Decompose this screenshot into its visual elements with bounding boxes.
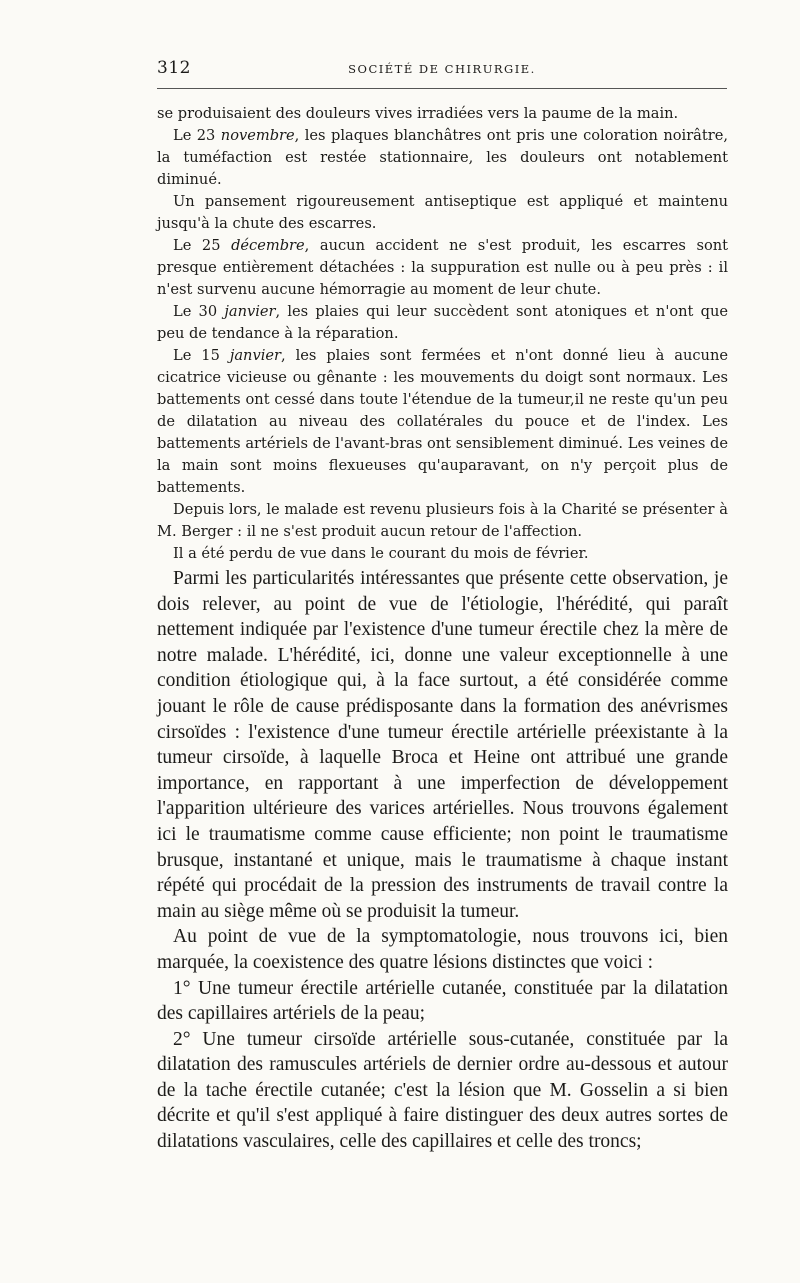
running-head: SOCIÉTÉ DE CHIRURGIE.	[348, 62, 536, 76]
observation-paragraph: Depuis lors, le malade est revenu plusieurs fois à la Charité se présenter à M. Berger : il ne s'est produit aucun retour de l'affection.	[157, 501, 728, 540]
observation-paragraph: Le 25 décembre, aucun accident ne s'est produit, les escarres sont presque entièrement détachées : la suppuration est nulle ou à peu près : il n'est survenu aucune hémorragie au moment de leur chute.	[157, 237, 728, 298]
discussion-text	[157, 566, 728, 1155]
date-italic: janvier	[229, 347, 281, 364]
discussion-paragraph: 2° Une tumeur cirsoïde artérielle sous-cutanée, constituée par la dilatation des ramuscules artériels de dernier ordre au-dessous et autour de la tache érectile cutanée; c'est la lésion que M. Gosselin a si bien décrite et qu'il s'est appliqué à faire distinguer des deux autres sortes de dilatations vasculaires, celle des capillaires et celle des troncs;	[157, 1028, 728, 1153]
page-number: 312	[157, 58, 191, 78]
date-italic: novembre	[220, 127, 295, 144]
observation-notes	[157, 103, 728, 565]
observation-paragraph: Le 23 novembre, les plaques blanchâtres ont pris une coloration noirâtre, la tuméfaction est restée stationnaire, les douleurs ont notablement diminué.	[157, 127, 728, 188]
observation-paragraph: Le 15 janvier, les plaies sont fermées et n'ont donné lieu à aucune cicatrice vicieuse ou gênante : les mouvements du doigt sont normaux. Les battements ont cessé dans toute l'étendue de la tumeur,il ne reste qu'un peu de dilatation au niveau des collatérales du pouce et de l'index. Les battements artériels de l'avant-bras ont sensiblement diminué. Les veines de la main sont moins flexueuses qu'auparavant, on n'y perçoit plus de battements.	[157, 347, 728, 496]
date-italic: décembre	[231, 237, 305, 254]
discussion-paragraph: 1° Une tumeur érectile artérielle cutanée, constituée par la dilatation des capillaires artériels de la peau;	[157, 977, 728, 1025]
observation-paragraph: Il a été perdu de vue dans le courant du mois de février.	[173, 545, 589, 562]
observation-paragraph: Le 30 janvier, les plaies qui leur succèdent sont atoniques et n'ont que peu de tendance à la réparation.	[157, 303, 728, 342]
page-header	[157, 58, 727, 89]
observation-paragraph: se produisaient des douleurs vives irradiées vers la paume de la main.	[157, 105, 679, 122]
observation-paragraph: Un pansement rigoureusement antiseptique est appliqué et maintenu jusqu'à la chute des escarres.	[157, 193, 728, 232]
discussion-paragraph: Au point de vue de la symptomatologie, nous trouvons ici, bien marquée, la coexistence des quatre lésions distinctes que voici :	[157, 926, 728, 973]
date-italic: janvier	[224, 303, 276, 320]
discussion-paragraph: Parmi les particularités intéressantes que présente cette observation, je dois relever, au point de vue de l'étiologie, l'hérédité, qui paraît nettement indiquée par l'existence d'une tumeur érectile chez la mère de notre malade. L'hérédité, ici, donne une valeur exceptionnelle à une condition étiologique qui, à la face surtout, a été considérée comme jouant le rôle de cause prédisposante dans la formation des anévrismes cirsoïdes : l'existence d'une tumeur érectile artérielle préexistante à la tumeur cirsoïde, à laquelle Broca et Heine ont attribué une grande importance, en rapportant à une imperfection de développement l'apparition ultérieure des varices artérielles. Nous trouvons également ici le traumatisme comme cause efficiente; non point le traumatisme brusque, instantané et unique, mais le traumatisme à chaque instant répété qui procédait de la pression des instruments de travail contre la main au siège même où se produisit la tumeur.	[157, 568, 728, 922]
